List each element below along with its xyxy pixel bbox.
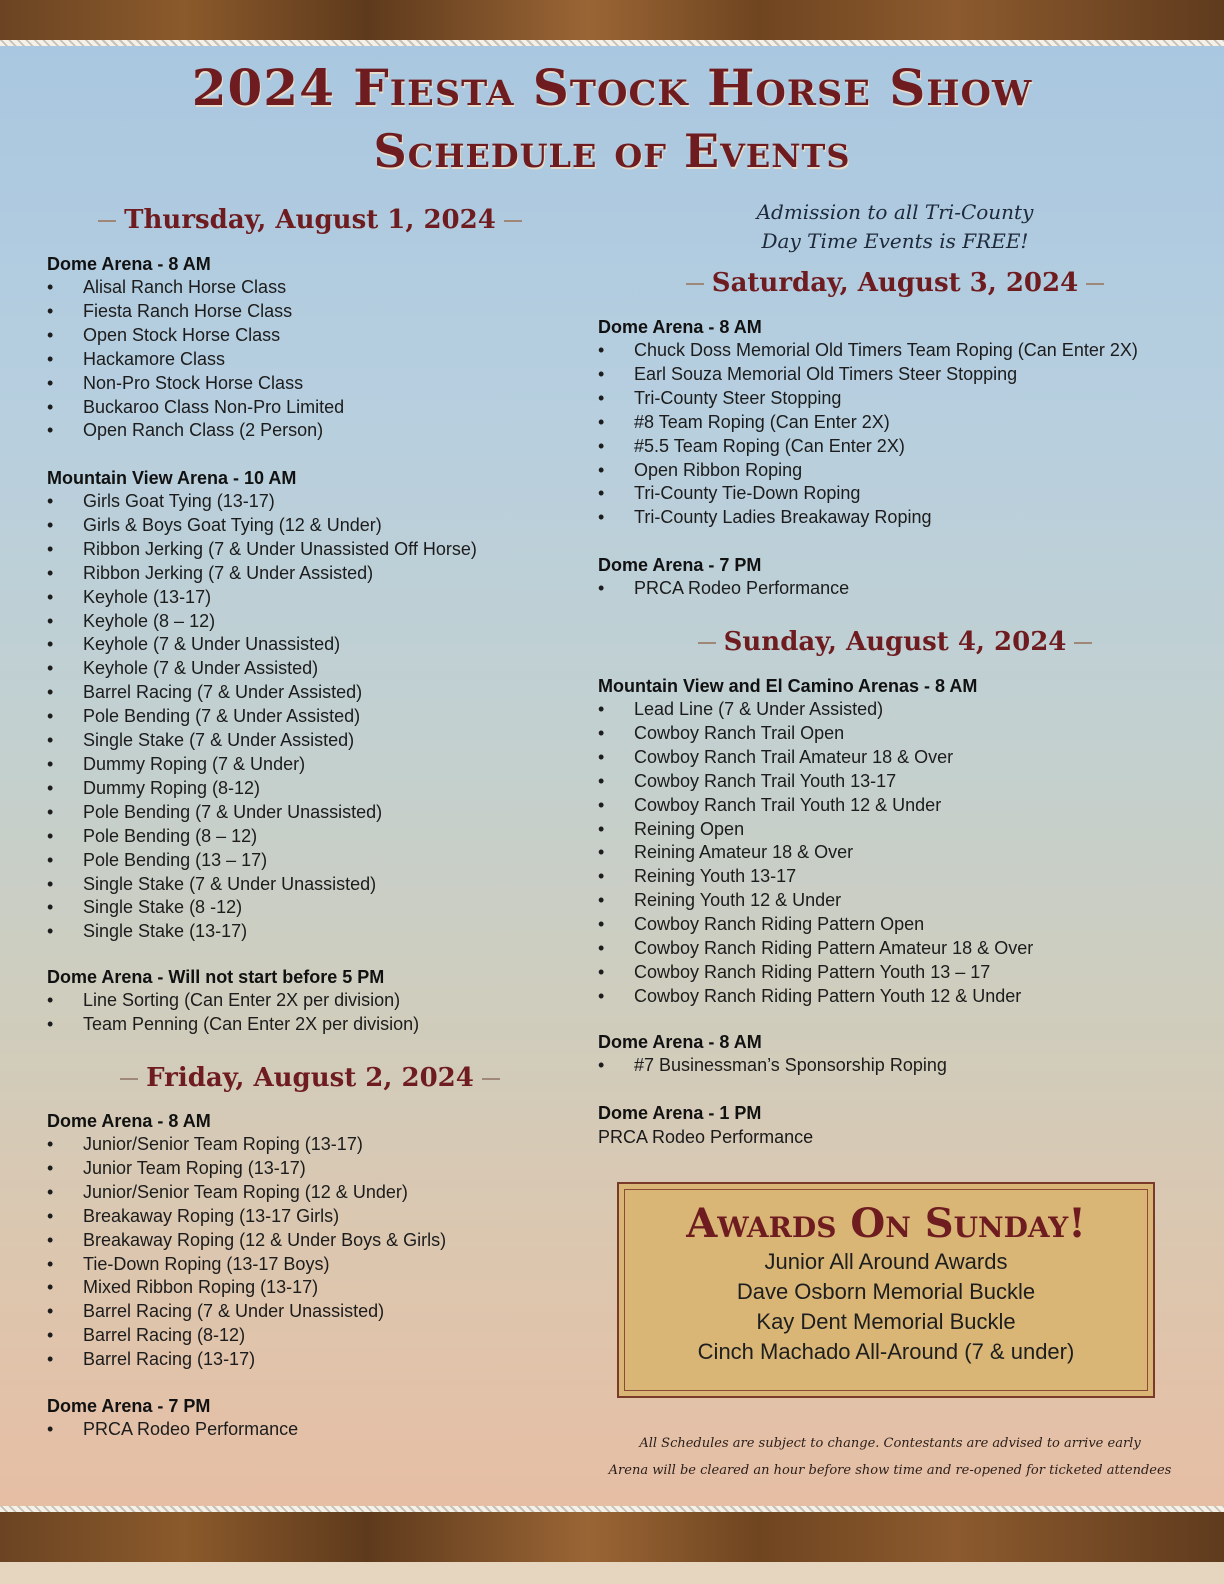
- list-item: • Pole Bending (13 – 17): [47, 849, 567, 873]
- list-item: • Keyhole (8 – 12): [47, 610, 567, 634]
- section-header: Dome Arena - 1 PM: [598, 1103, 762, 1123]
- list-item: • PRCA Rodeo Performance: [598, 577, 1198, 601]
- section-header: Dome Arena - 7 PM: [47, 1396, 211, 1416]
- list-item: • Keyhole (7 & Under Assisted): [47, 657, 567, 681]
- list-item: • Open Ranch Class (2 Person): [47, 419, 567, 443]
- list-item: • Breakaway Roping (12 & Under Boys & Girls): [47, 1229, 567, 1253]
- event-list: [47, 989, 567, 1037]
- list-item: • Pole Bending (7 & Under Unassisted): [47, 801, 567, 825]
- section-header: Mountain View and El Camino Arenas - 8 AM: [598, 676, 978, 696]
- list-item: • Breakaway Roping (13-17 Girls): [47, 1205, 567, 1229]
- award-line: Junior All Around Awards: [764, 1249, 1008, 1274]
- list-item: • Reining Youth 12 & Under: [598, 889, 1198, 913]
- event-list: [598, 339, 1198, 530]
- list-item: • Barrel Racing (8-12): [47, 1324, 567, 1348]
- thursday-dome-8am: [47, 252, 567, 443]
- list-item: • Girls & Boys Goat Tying (12 & Under): [47, 514, 567, 538]
- list-item: • Tie-Down Roping (13-17 Boys): [47, 1253, 567, 1277]
- list-item: • Pole Bending (7 & Under Assisted): [47, 705, 567, 729]
- section-header: Dome Arena - 8 AM: [47, 254, 211, 274]
- event-list: [47, 1133, 567, 1372]
- list-item: • Reining Youth 13-17: [598, 865, 1198, 889]
- list-item: • Line Sorting (Can Enter 2X per division): [47, 989, 567, 1013]
- thursday-dome-5pm: [47, 965, 567, 1037]
- list-item: • Reining Open: [598, 818, 1198, 842]
- list-item: • Single Stake (7 & Under Unassisted): [47, 873, 567, 897]
- list-item: • Tri-County Steer Stopping: [598, 387, 1198, 411]
- list-item: • Reining Amateur 18 & Over: [598, 841, 1198, 865]
- section-header: Mountain View Arena - 10 AM: [47, 468, 297, 488]
- list-item: • Barrel Racing (7 & Under Unassisted): [47, 1300, 567, 1324]
- list-item: • Barrel Racing (13-17): [47, 1348, 567, 1372]
- list-item: • Mixed Ribbon Roping (13-17): [47, 1276, 567, 1300]
- list-item: • Buckaroo Class Non-Pro Limited: [47, 396, 567, 420]
- list-item: • Earl Souza Memorial Old Timers Steer Stopping: [598, 363, 1198, 387]
- list-item: • #5.5 Team Roping (Can Enter 2X): [598, 435, 1198, 459]
- list-item: • Junior Team Roping (13-17): [47, 1157, 567, 1181]
- sunday-dome-1pm: [598, 1101, 1198, 1149]
- sunday-heading: Sunday, August 4, 2024: [630, 627, 1160, 657]
- list-item: • Cowboy Ranch Riding Pattern Youth 13 – 17: [598, 961, 1198, 985]
- list-item: • Cowboy Ranch Trail Youth 13-17: [598, 770, 1198, 794]
- list-item: • Cowboy Ranch Riding Pattern Open: [598, 913, 1198, 937]
- section-header: Dome Arena - 8 AM: [47, 1111, 211, 1131]
- event-list: [47, 276, 567, 443]
- list-item: • Tri-County Ladies Breakaway Roping: [598, 506, 1198, 530]
- list-item: • Open Ribbon Roping: [598, 459, 1198, 483]
- admission-line-2: Day Time Events is FREE!: [761, 229, 1029, 253]
- list-item: • Hackamore Class: [47, 348, 567, 372]
- leather-border-top: [0, 0, 1224, 40]
- awards-heading: Awards On Sunday!: [686, 1200, 1086, 1247]
- list-item: • Dummy Roping (8-12): [47, 777, 567, 801]
- admission-line-1: Admission to all Tri-County: [756, 200, 1034, 224]
- list-item: • Single Stake (7 & Under Assisted): [47, 729, 567, 753]
- list-item: • Cowboy Ranch Riding Pattern Youth 12 & Under: [598, 985, 1198, 1009]
- list-item: • PRCA Rodeo Performance: [47, 1418, 567, 1442]
- friday-dome-8am: [47, 1109, 567, 1372]
- list-item: • Keyhole (7 & Under Unassisted): [47, 633, 567, 657]
- section-header: Dome Arena - 7 PM: [598, 555, 762, 575]
- event-list: [598, 577, 1198, 601]
- list-item: • Lead Line (7 & Under Assisted): [598, 698, 1198, 722]
- disclaimer-line-2: Arena will be cleared an hour before show time and re-opened for ticketed attendees: [608, 1463, 1172, 1478]
- list-item: • Alisal Ranch Horse Class: [47, 276, 567, 300]
- thursday-mountain-view-10am: [47, 466, 567, 944]
- section-header: Dome Arena - 8 AM: [598, 1032, 762, 1052]
- list-item: • Chuck Doss Memorial Old Timers Team Roping (Can Enter 2X): [598, 339, 1198, 363]
- list-item: • Team Penning (Can Enter 2X per division): [47, 1013, 567, 1037]
- thursday-heading: Thursday, August 1, 2024: [80, 205, 540, 235]
- saturday-dome-8am: [598, 315, 1198, 530]
- event-list: [598, 1054, 1198, 1078]
- friday-dome-7pm: [47, 1394, 567, 1442]
- list-item: • Single Stake (13-17): [47, 920, 567, 944]
- list-item: • #7 Businessman’s Sponsorship Roping: [598, 1054, 1198, 1078]
- list-item: • Open Stock Horse Class: [47, 324, 567, 348]
- page-title: 2024 Fiesta Stock Horse Show: [191, 58, 1033, 117]
- awards-box: [617, 1182, 1155, 1398]
- list-item: • #8 Team Roping (Can Enter 2X): [598, 411, 1198, 435]
- friday-heading: Friday, August 2, 2024: [80, 1063, 540, 1093]
- award-line: Kay Dent Memorial Buckle: [756, 1309, 1016, 1334]
- list-item: • Ribbon Jerking (7 & Under Unassisted Off Horse): [47, 538, 567, 562]
- disclaimer: [600, 1430, 1180, 1484]
- event-list: [47, 1418, 567, 1442]
- list-item: • Ribbon Jerking (7 & Under Assisted): [47, 562, 567, 586]
- sunday-mountain-view-8am: [598, 674, 1198, 1009]
- list-item: • Cowboy Ranch Riding Pattern Amateur 18 & Over: [598, 937, 1198, 961]
- sunday-dome-8am: [598, 1030, 1198, 1078]
- event-list: [47, 490, 567, 944]
- list-item: • Girls Goat Tying (13-17): [47, 490, 567, 514]
- list-item: • Single Stake (8 -12): [47, 896, 567, 920]
- list-item: • Barrel Racing (7 & Under Assisted): [47, 681, 567, 705]
- list-item: • Pole Bending (8 – 12): [47, 825, 567, 849]
- list-item: • Tri-County Tie-Down Roping: [598, 482, 1198, 506]
- list-item: • Fiesta Ranch Horse Class: [47, 300, 567, 324]
- saturday-dome-7pm: [598, 553, 1198, 601]
- list-item: • Keyhole (13-17): [47, 586, 567, 610]
- section-text: PRCA Rodeo Performance: [598, 1127, 814, 1147]
- leather-border-bottom: [0, 1512, 1224, 1562]
- list-item: • Junior/Senior Team Roping (12 & Under): [47, 1181, 567, 1205]
- section-header: Dome Arena - 8 AM: [598, 317, 762, 337]
- list-item: • Cowboy Ranch Trail Amateur 18 & Over: [598, 746, 1198, 770]
- section-header: Dome Arena - Will not start before 5 PM: [47, 967, 385, 987]
- disclaimer-line-1: All Schedules are subject to change. Contestants are advised to arrive early: [639, 1436, 1141, 1451]
- event-list: [598, 698, 1198, 1009]
- page-subtitle: Schedule of Events: [373, 124, 851, 178]
- bottom-strip: [0, 1562, 1224, 1584]
- saturday-heading: Saturday, August 3, 2024: [630, 268, 1160, 298]
- list-item: • Non-Pro Stock Horse Class: [47, 372, 567, 396]
- list-item: • Dummy Roping (7 & Under): [47, 753, 567, 777]
- award-line: Dave Osborn Memorial Buckle: [736, 1279, 1036, 1304]
- award-line: Cinch Machado All-Around (7 & under): [697, 1339, 1075, 1364]
- admission-note: [620, 198, 1170, 256]
- list-item: • Cowboy Ranch Trail Open: [598, 722, 1198, 746]
- list-item: • Cowboy Ranch Trail Youth 12 & Under: [598, 794, 1198, 818]
- list-item: • Junior/Senior Team Roping (13-17): [47, 1133, 567, 1157]
